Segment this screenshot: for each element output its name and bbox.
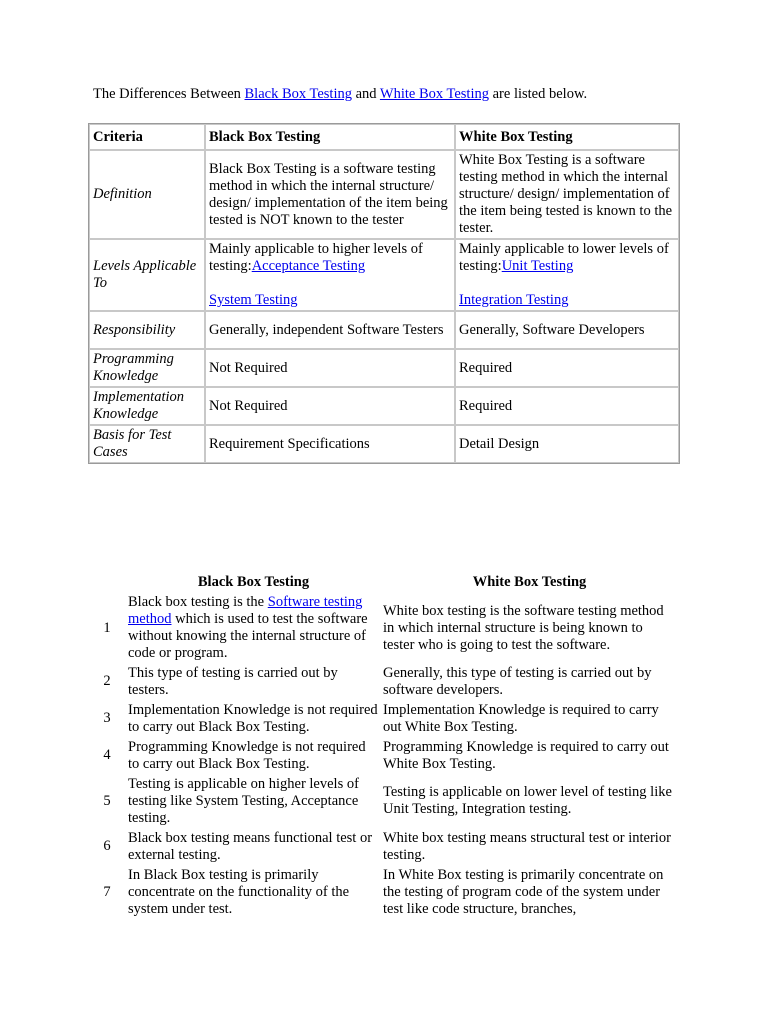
white-box-cell: Testing is applicable on lower level of testing like Unit Testing, Integration testing. <box>383 784 672 817</box>
table-header-row <box>89 124 679 150</box>
criteria-cell: Levels Applicable To <box>89 239 205 311</box>
table-row <box>89 239 679 311</box>
numbered-comparison-table <box>88 571 678 919</box>
criteria-cell: Responsibility <box>89 311 205 349</box>
black-box-cell: Implementation Knowledge is not required to carry out Black Box Testing. <box>128 701 378 735</box>
criteria-cell: Basis for Test Cases <box>89 425 205 463</box>
cell-text: Black box testing is the <box>128 594 268 610</box>
table-row <box>89 311 679 349</box>
intro-text: The Differences Between <box>93 86 245 102</box>
black-box-header: Black Box Testing <box>205 124 455 150</box>
black-box-cell: Testing is applicable on higher levels of testing like System Testing, Acceptance testing. <box>128 775 359 826</box>
table-row <box>88 774 678 828</box>
black-box-cell <box>205 239 455 311</box>
black-box-cell: Programming Knowledge is not required to carry out Black Box Testing. <box>128 738 366 772</box>
black-box-cell: Requirement Specifications <box>205 425 455 463</box>
criteria-comparison-table <box>88 123 680 464</box>
white-box-header: White Box Testing <box>455 124 679 150</box>
criteria-cell: Programming Knowledge <box>89 349 205 387</box>
black-box-cell: Black Box Testing is a software testing method in which the internal structure/ design/ implementation of the item being tested is NOT known to the tester <box>205 150 455 239</box>
table-row <box>89 150 679 239</box>
black-box-cell: Not Required <box>205 387 455 425</box>
white-box-cell: Required <box>455 349 679 387</box>
criteria-cell: Implementation Knowledge <box>89 387 205 425</box>
cell-text: Mainly applicable to higher levels of testing: <box>209 241 423 274</box>
table-row <box>88 828 678 865</box>
black-box-cell: This type of testing is carried out by testers. <box>128 664 338 698</box>
row-number: 7 <box>103 883 111 900</box>
number-header <box>88 571 126 593</box>
black-box-header: Black Box Testing <box>197 573 310 590</box>
unit-testing-link[interactable]: Unit Testing <box>501 258 574 274</box>
table-row <box>88 593 678 663</box>
row-number: 3 <box>103 710 111 726</box>
intro-text: are listed below. <box>489 86 588 102</box>
black-box-cell: Black box testing means functional test or external testing. <box>128 829 373 863</box>
white-box-header: White Box Testing <box>472 573 587 590</box>
row-number: 2 <box>103 673 111 689</box>
white-box-cell: Generally, Software Developers <box>455 311 679 349</box>
white-box-cell: Detail Design <box>455 425 679 463</box>
white-box-testing-link[interactable]: White Box Testing <box>379 86 489 102</box>
acceptance-testing-link[interactable]: Acceptance Testing <box>251 258 366 274</box>
table-row <box>88 700 678 737</box>
table-header-row <box>88 571 678 593</box>
criteria-cell: Definition <box>89 150 205 239</box>
table-row <box>88 663 678 700</box>
software-testing-method-link[interactable]: Software testing method <box>128 594 363 627</box>
white-box-cell: Required <box>455 387 679 425</box>
criteria-header: Criteria <box>89 124 205 150</box>
white-box-cell: Implementation Knowledge is required to carry out White Box Testing. <box>383 701 659 735</box>
table-row <box>88 737 678 774</box>
cell-text: which is used to test the software without knowing the internal structure of code or program. <box>128 611 368 661</box>
white-box-cell: White Box Testing is a software testing method in which the internal structure/ design/ implementation of the item being tested is known to the tester. <box>455 150 679 239</box>
black-box-cell <box>126 593 381 663</box>
table-row <box>89 387 679 425</box>
row-number: 4 <box>103 747 111 763</box>
white-box-cell <box>455 239 679 311</box>
white-box-cell: White box testing means structural test or interior testing. <box>383 829 671 863</box>
black-box-cell: In Black Box testing is primarily concentrate on the functionality of the system under test. <box>128 866 350 917</box>
white-box-cell: In White Box testing is primarily concentrate on the testing of program code of the system under test like code structure, branches, <box>383 866 664 917</box>
intro-paragraph <box>93 86 587 103</box>
black-box-testing-link[interactable]: Black Box Testing <box>244 86 352 102</box>
cell-text: Mainly applicable to lower levels of testing: <box>459 241 669 274</box>
table-row <box>89 349 679 387</box>
table-row <box>88 865 678 919</box>
table-row <box>89 425 679 463</box>
black-box-cell: Not Required <box>205 349 455 387</box>
row-number: 6 <box>103 838 111 854</box>
row-number: 5 <box>103 792 111 809</box>
white-box-cell: Programming Knowledge is required to carry out White Box Testing. <box>383 738 669 772</box>
system-testing-link[interactable]: System Testing <box>209 292 298 308</box>
white-box-cell: Generally, this type of testing is carried out by software developers. <box>383 664 652 698</box>
black-box-cell: Generally, independent Software Testers <box>205 311 455 349</box>
row-number: 1 <box>103 619 111 636</box>
white-box-cell: White box testing is the software testing method in which internal structure is being known to tester who is going to test the software. <box>383 602 664 653</box>
intro-text: and <box>351 86 380 102</box>
integration-testing-link[interactable]: Integration Testing <box>459 292 569 308</box>
